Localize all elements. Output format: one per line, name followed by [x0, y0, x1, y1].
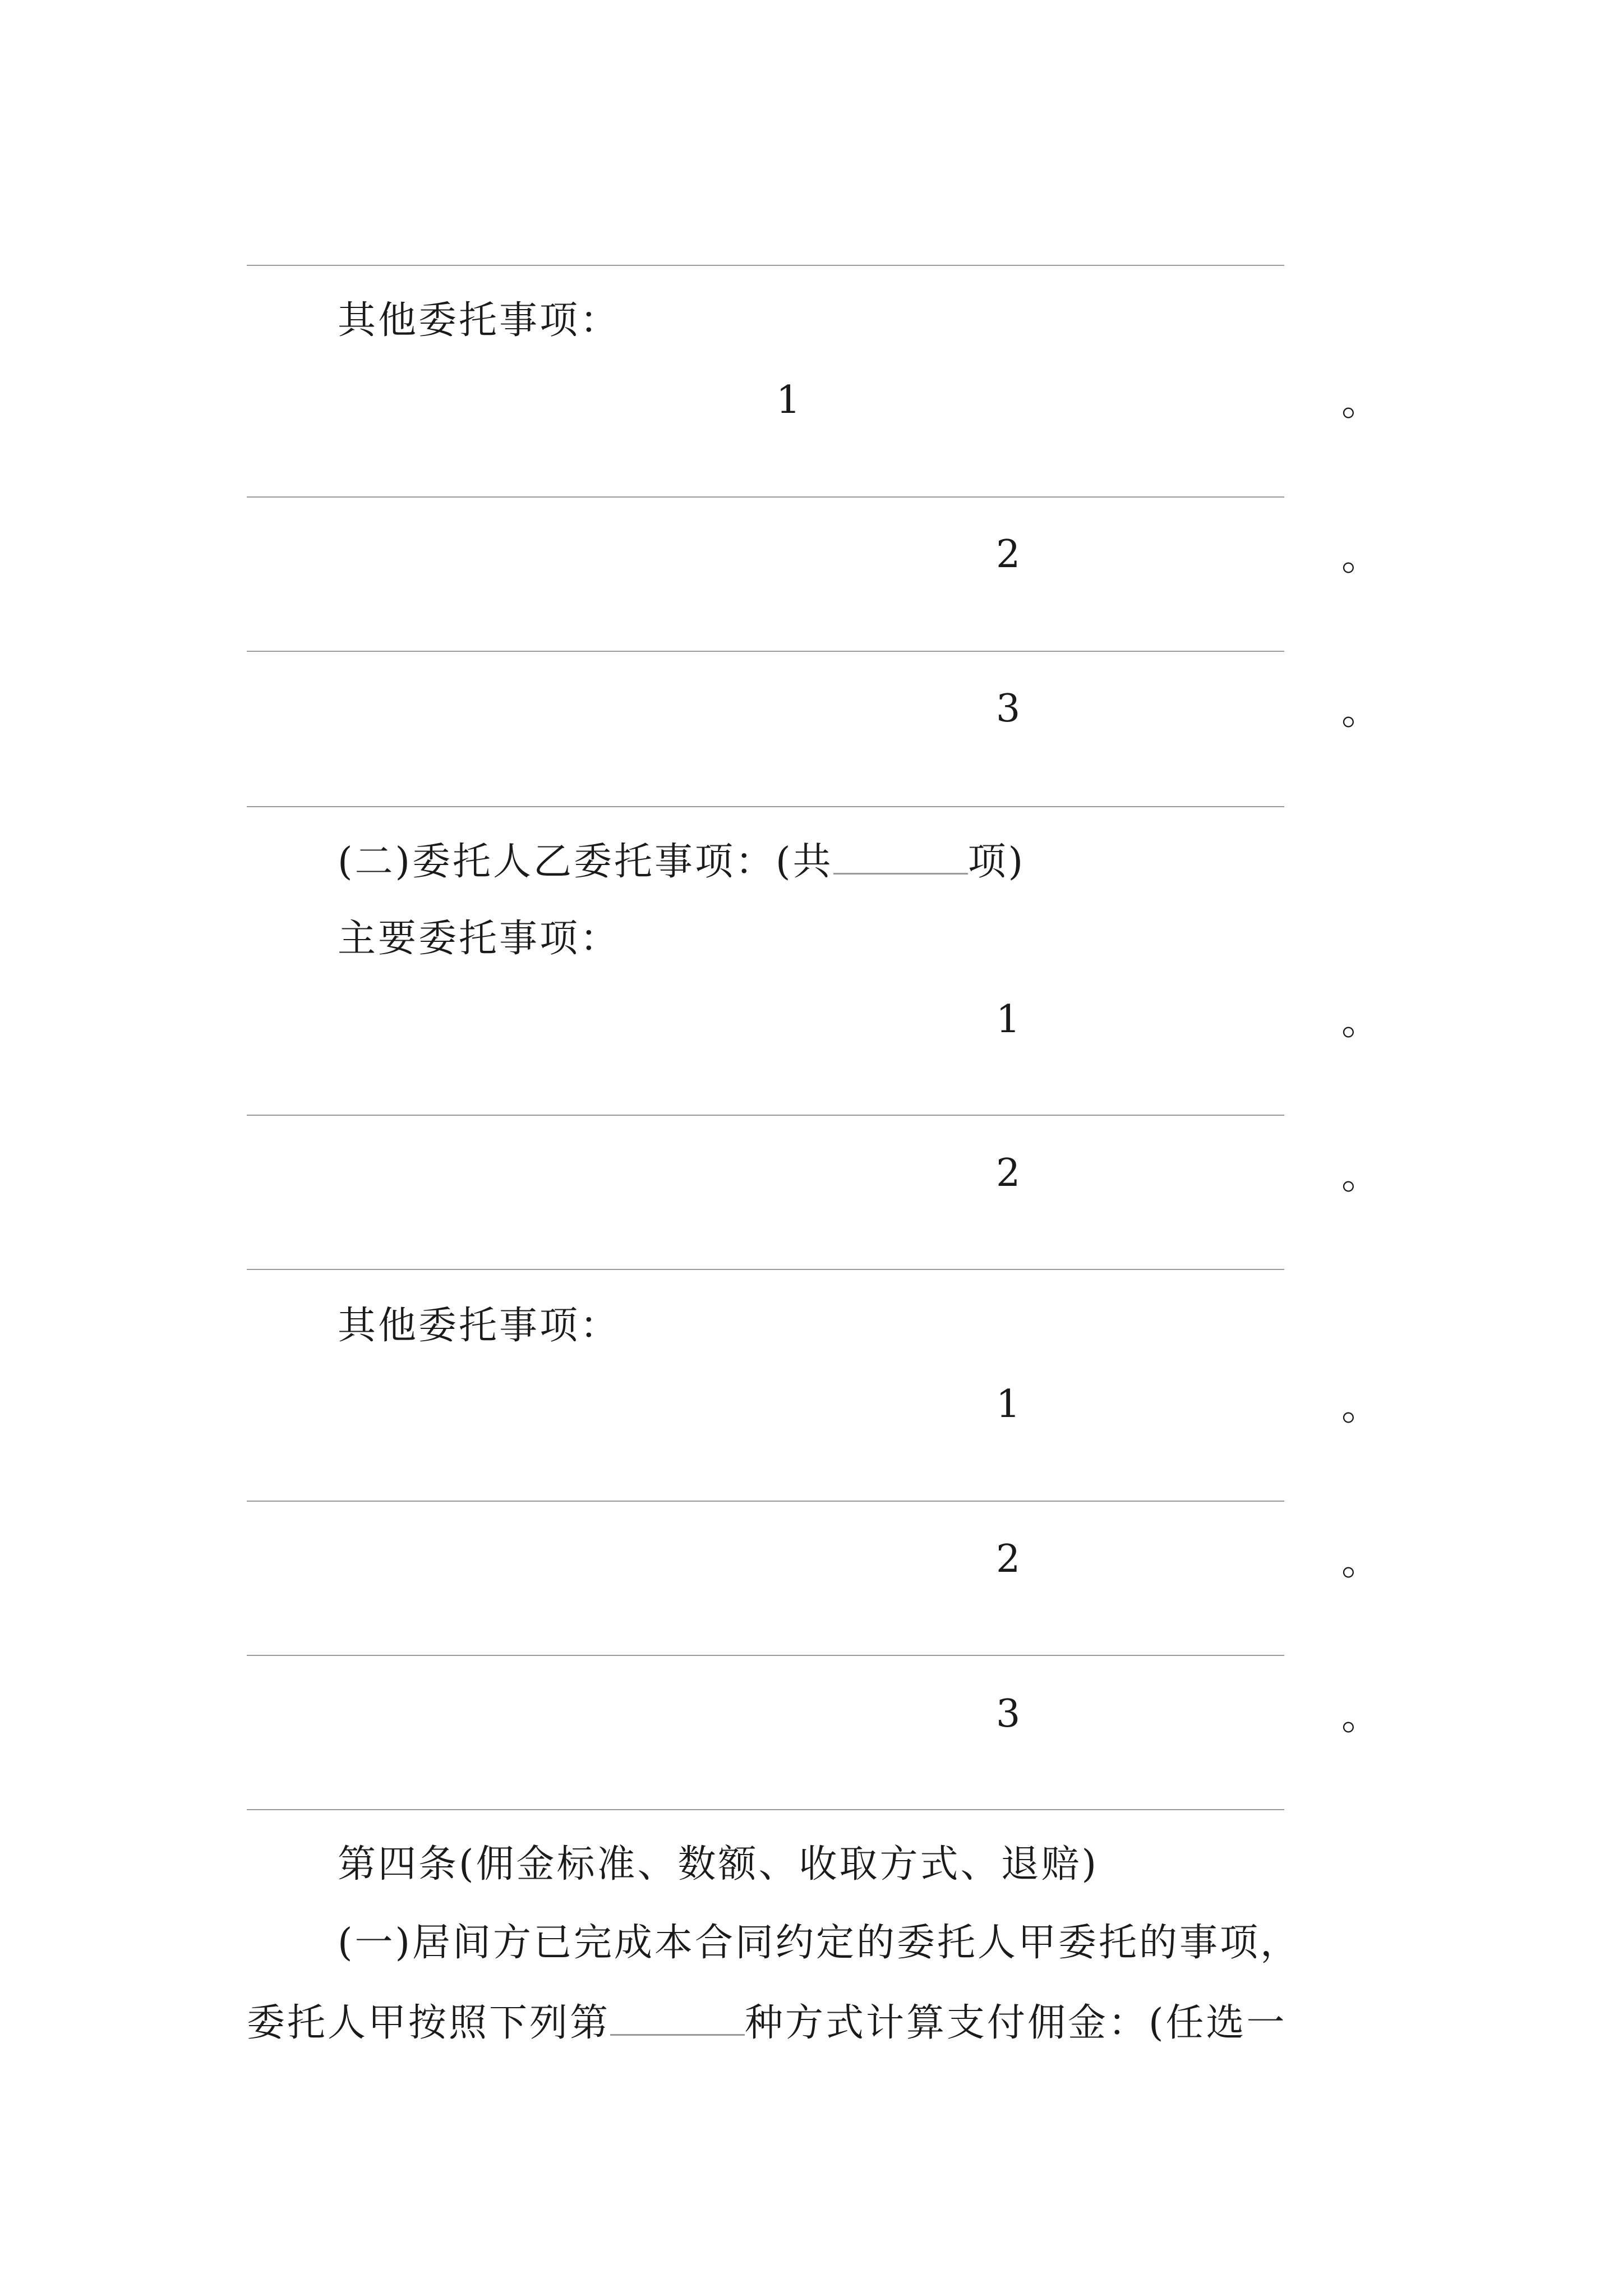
- fill-line: [247, 1501, 1284, 1502]
- full-stop: 。: [1341, 1695, 1380, 1739]
- section-b-heading: [338, 840, 1026, 884]
- article-4-line-2-post: 种方式计算支付佣金：(任选一: [745, 2001, 1287, 2045]
- full-stop: 。: [1341, 380, 1380, 425]
- count-blank: [833, 841, 968, 875]
- item-number: 2: [996, 1151, 1021, 1195]
- full-stop: 。: [1341, 689, 1380, 734]
- fill-line: [247, 496, 1284, 498]
- full-stop: 。: [1341, 1540, 1380, 1584]
- section-b-heading-pre: (二)委托人乙委托事项：(共: [338, 840, 833, 884]
- other-matters-heading-a: 其他委托事项：: [338, 298, 621, 343]
- full-stop: 。: [1341, 1000, 1380, 1044]
- other-matters-heading-b: 其他委托事项：: [338, 1304, 621, 1348]
- article-4-heading: 第四条(佣金标准、数额、收取方式、退赔): [338, 1842, 1099, 1887]
- full-stop: 。: [1341, 1154, 1380, 1198]
- article-4-paragraph-line-2: [247, 2001, 1287, 2045]
- full-stop: 。: [1341, 1385, 1380, 1429]
- article-4-line-2-pre: 委托人甲按照下列第: [247, 2001, 611, 2045]
- method-blank: [610, 2003, 745, 2036]
- fill-line: [247, 1115, 1284, 1116]
- fill-line: [247, 265, 1284, 266]
- article-4-paragraph-line-1: (一)居间方已完成本合同约定的委托人甲委托的事项，: [338, 1921, 1301, 1965]
- fill-line: [247, 806, 1284, 807]
- item-number: 2: [996, 1537, 1021, 1581]
- section-b-heading-post: 项): [967, 840, 1026, 884]
- item-number: 3: [996, 1692, 1021, 1736]
- fill-line: [247, 1809, 1284, 1810]
- item-number: 2: [996, 532, 1021, 577]
- item-number: 1: [776, 378, 801, 422]
- item-number: 1: [996, 997, 1021, 1042]
- item-number: 3: [996, 687, 1021, 731]
- fill-line: [247, 1655, 1284, 1656]
- main-matters-heading-b: 主要委托事项：: [338, 917, 621, 961]
- item-number: 1: [996, 1382, 1021, 1427]
- fill-line: [247, 651, 1284, 652]
- full-stop: 。: [1341, 535, 1380, 579]
- fill-line: [247, 1269, 1284, 1270]
